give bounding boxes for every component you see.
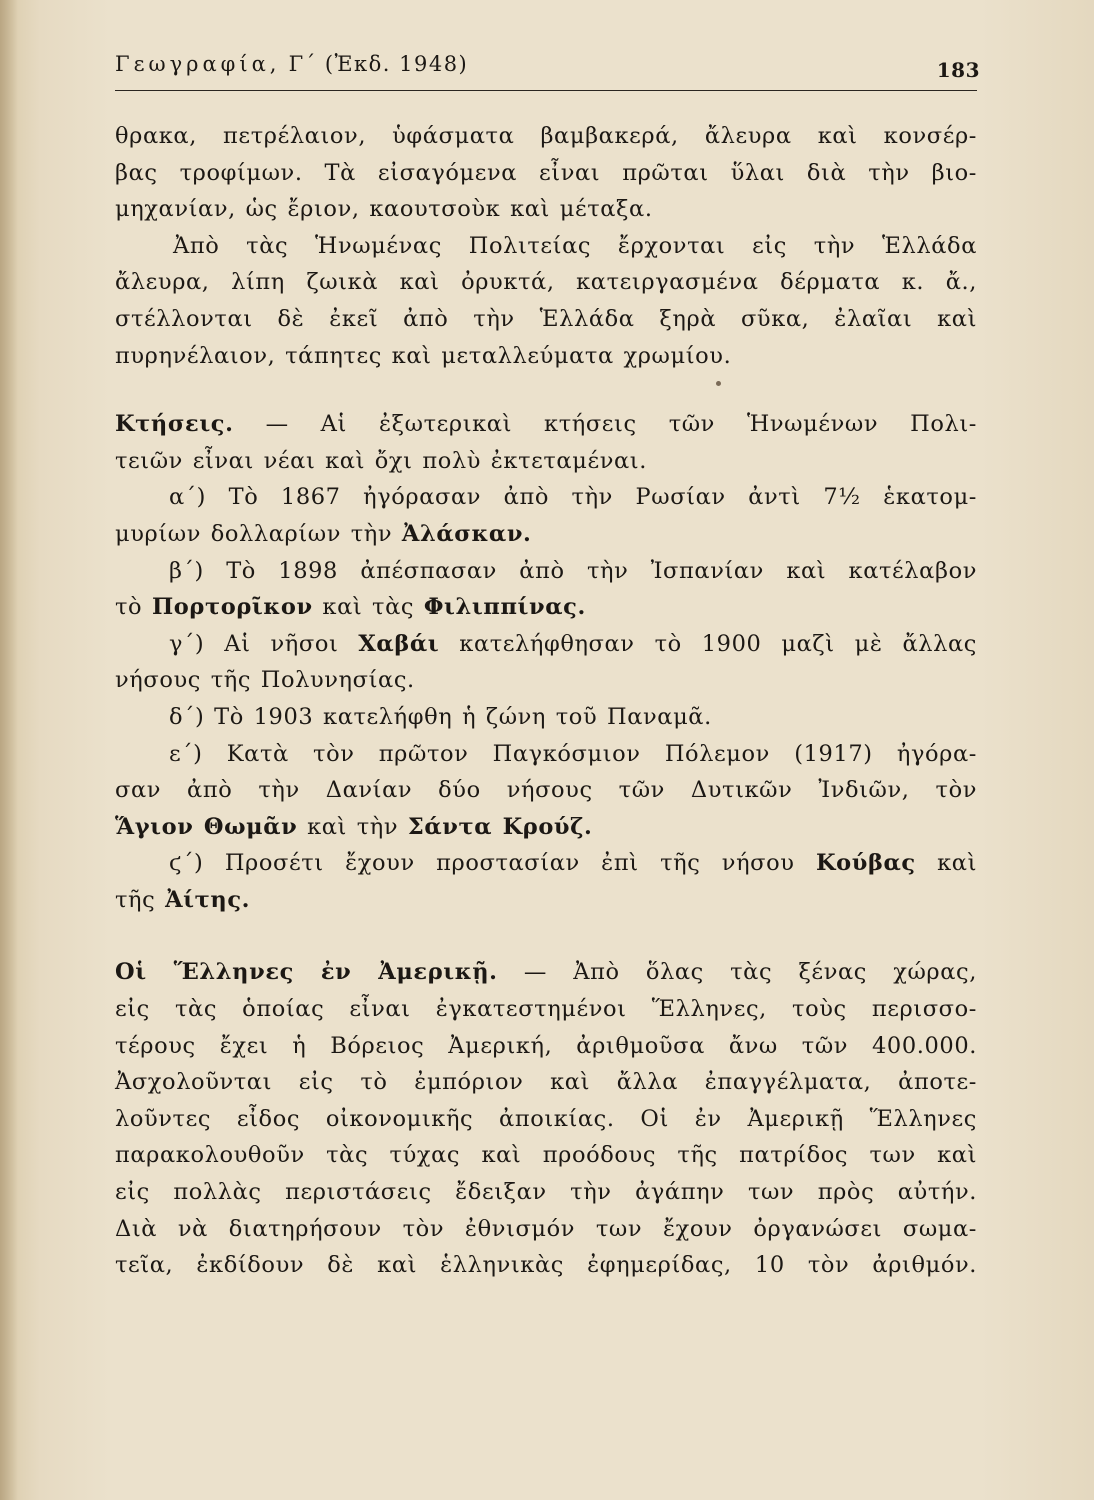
text-line: Διὰ νὰ διατηρήσουν τὸν ἐθνισμόν των ἔχουν ὀργανώσει σωμα- [115,1215,977,1242]
running-title-subject: Γεωγραφία, [115,52,281,76]
place-haiti: Ἀίτης. [165,886,251,913]
running-title-edition: Γ΄ (Ἐκδ. 1948) [288,52,469,76]
list-item-alpha: α΄) Τὸ 1867 ἠγόρασαν ἀπὸ τὴν Ρωσίαν ἀντὶ 7½ ἑκατομ- [169,484,977,511]
list-item-alpha-cont [115,516,977,553]
running-title [115,52,468,76]
list-item-stigma [115,845,977,882]
text-line: εἰς πολλὰς περιστάσεις ἔδειξαν τὴν ἀγάπην των πρὸς αὐτήν. [115,1179,977,1206]
page-number: 183 [936,58,980,82]
list-item-epsilon-cont2 [115,809,977,846]
place-alaska: Ἀλάσκαν. [401,520,532,547]
text-line: τέρους ἔχει ἡ Βόρειος Ἀμερική, ἀριθμοῦσα ἄνω τῶν 400.000. [115,1032,977,1059]
text-line: Ἀπὸ τὰς Ἡνωμένας Πολιτείας ἔρχονται εἰς τὴν Ἑλλάδα [173,232,977,259]
text-line: λοῦντες εἶδος οἰκονομικῆς ἀποικίας. Οἱ ἐν Ἀμερικῇ Ἕλληνες [115,1105,977,1132]
ktiseis-line [115,406,977,443]
ink-speck [716,381,721,386]
text-line: μηχανίαν, ὡς ἔριον, καουτσοὺκ καὶ μέταξα. [115,196,653,223]
place-cuba: Κούβας [815,850,916,877]
list-item-gamma-cont: νήσους τῆς Πολυνησίας. [115,667,415,694]
list-item-epsilon-cont: σαν ἀπὸ τὴν Δανίαν δύο νήσους τῶν Δυτικῶν Ἰνδιῶν, τὸν [115,777,977,804]
section-heading-greeks-in-america: Οἱ Ἕλληνες ἐν Ἀμερικῇ. [115,959,498,986]
text-line: τεῖα, ἐκδίδουν δὲ καὶ ἑλληνικὰς ἐφημερίδας, 10 τὸν ἀριθμόν. [115,1252,977,1279]
gamma-text: γ΄) Αἱ νῆσοι [169,630,359,657]
text-line: ἄλευρα, λίπη ζωικὰ καὶ ὀρυκτά, κατειργασμένα δέρματα κ. ἄ., [115,269,977,296]
beta-text-mid: καὶ τὰς [312,594,424,621]
text-line: Ἀσχολοῦνται εἰς τὸ ἐμπόριον καὶ ἄλλα ἐπαγγέλματα, ἀποτε- [115,1069,977,1096]
text-line: πυρηνέλαιον, τάπητες καὶ μεταλλεύματα χρωμίου. [115,342,732,369]
stigma-text-post: καὶ [915,850,977,877]
page-header [115,48,980,92]
alpha-text: μυρίων δολλαρίων τὴν [115,520,402,547]
text-line: τειῶν εἶναι νέαι καὶ ὄχι πολὺ ἐκτεταμέναι. [115,447,647,474]
gamma-text-post: κατελήφθησαν τὸ 1900 μαζὶ μὲ ἄλλας [439,630,977,657]
list-item-gamma [115,626,977,663]
place-puerto-rico: Πορτορῖκον [151,594,313,621]
list-item-beta: β΄) Τὸ 1898 ἀπέσπασαν ἀπὸ τὴν Ἰσπανίαν καὶ κατέλαβον [169,557,977,584]
text-line: εἰς τὰς ὁποίας εἶναι ἐγκατεστημένοι Ἕλληνες, τοὺς περισσο- [115,996,977,1023]
list-item-beta-cont [115,589,977,626]
ktiseis-line-text: — Αἱ ἐξωτερικαὶ κτήσεις τῶν Ἡνωμένων Πολι- [233,411,977,438]
stigma-text-2: τῆς [115,886,166,913]
place-santa-cruz: Σάντα Κρούζ. [407,813,593,840]
stigma-text: ϛ΄) Προσέτι ἔχουν προστασίαν ἐπὶ τῆς νήσου [169,850,816,877]
place-saint-thomas: Ἅγιον Θωμᾶν [115,813,298,840]
list-item-stigma-cont [115,882,977,919]
spine-shadow [0,0,18,1500]
beta-text: τὸ [115,594,152,621]
section-gap [115,918,977,954]
section-heading-ktiseis: Κτήσεις. [115,411,234,438]
place-hawaii: Χαβάι [358,630,440,657]
header-rule [115,90,977,91]
greeks-line-text: — Ἀπὸ ὅλας τὰς ξένας χώρας, [497,959,977,986]
place-philippines: Φιλιππίνας. [423,594,586,621]
list-item-epsilon: ε΄) Κατὰ τὸν πρῶτον Παγκόσμιον Πόλεμον (1917) ἠγόρα- [169,740,977,767]
text-line: βας τροφίμων. Τὰ εἰσαγόμενα εἶναι πρῶται ὕλαι διὰ τὴν βιο- [115,159,977,186]
text-line: παρακολουθοῦν τὰς τύχας καὶ προόδους τῆς πατρίδος των καὶ [115,1142,977,1169]
text-line: θρακα, πετρέλαιον, ὑφάσματα βαμβακερά, ἄλευρα καὶ κονσέρ- [115,123,977,149]
body-text [115,118,977,1284]
list-item-delta: δ΄) Τὸ 1903 κατελήφθη ἡ ζώνη τοῦ Παναμᾶ. [169,703,712,730]
greeks-line [115,954,977,991]
text-line: στέλλονται δὲ ἐκεῖ ἀπὸ τὴν Ἑλλάδα ξηρὰ σῦκα, ἐλαῖαι καὶ [115,305,977,332]
section-gap [115,374,977,406]
epsilon-text-mid: καὶ τὴν [297,813,408,840]
